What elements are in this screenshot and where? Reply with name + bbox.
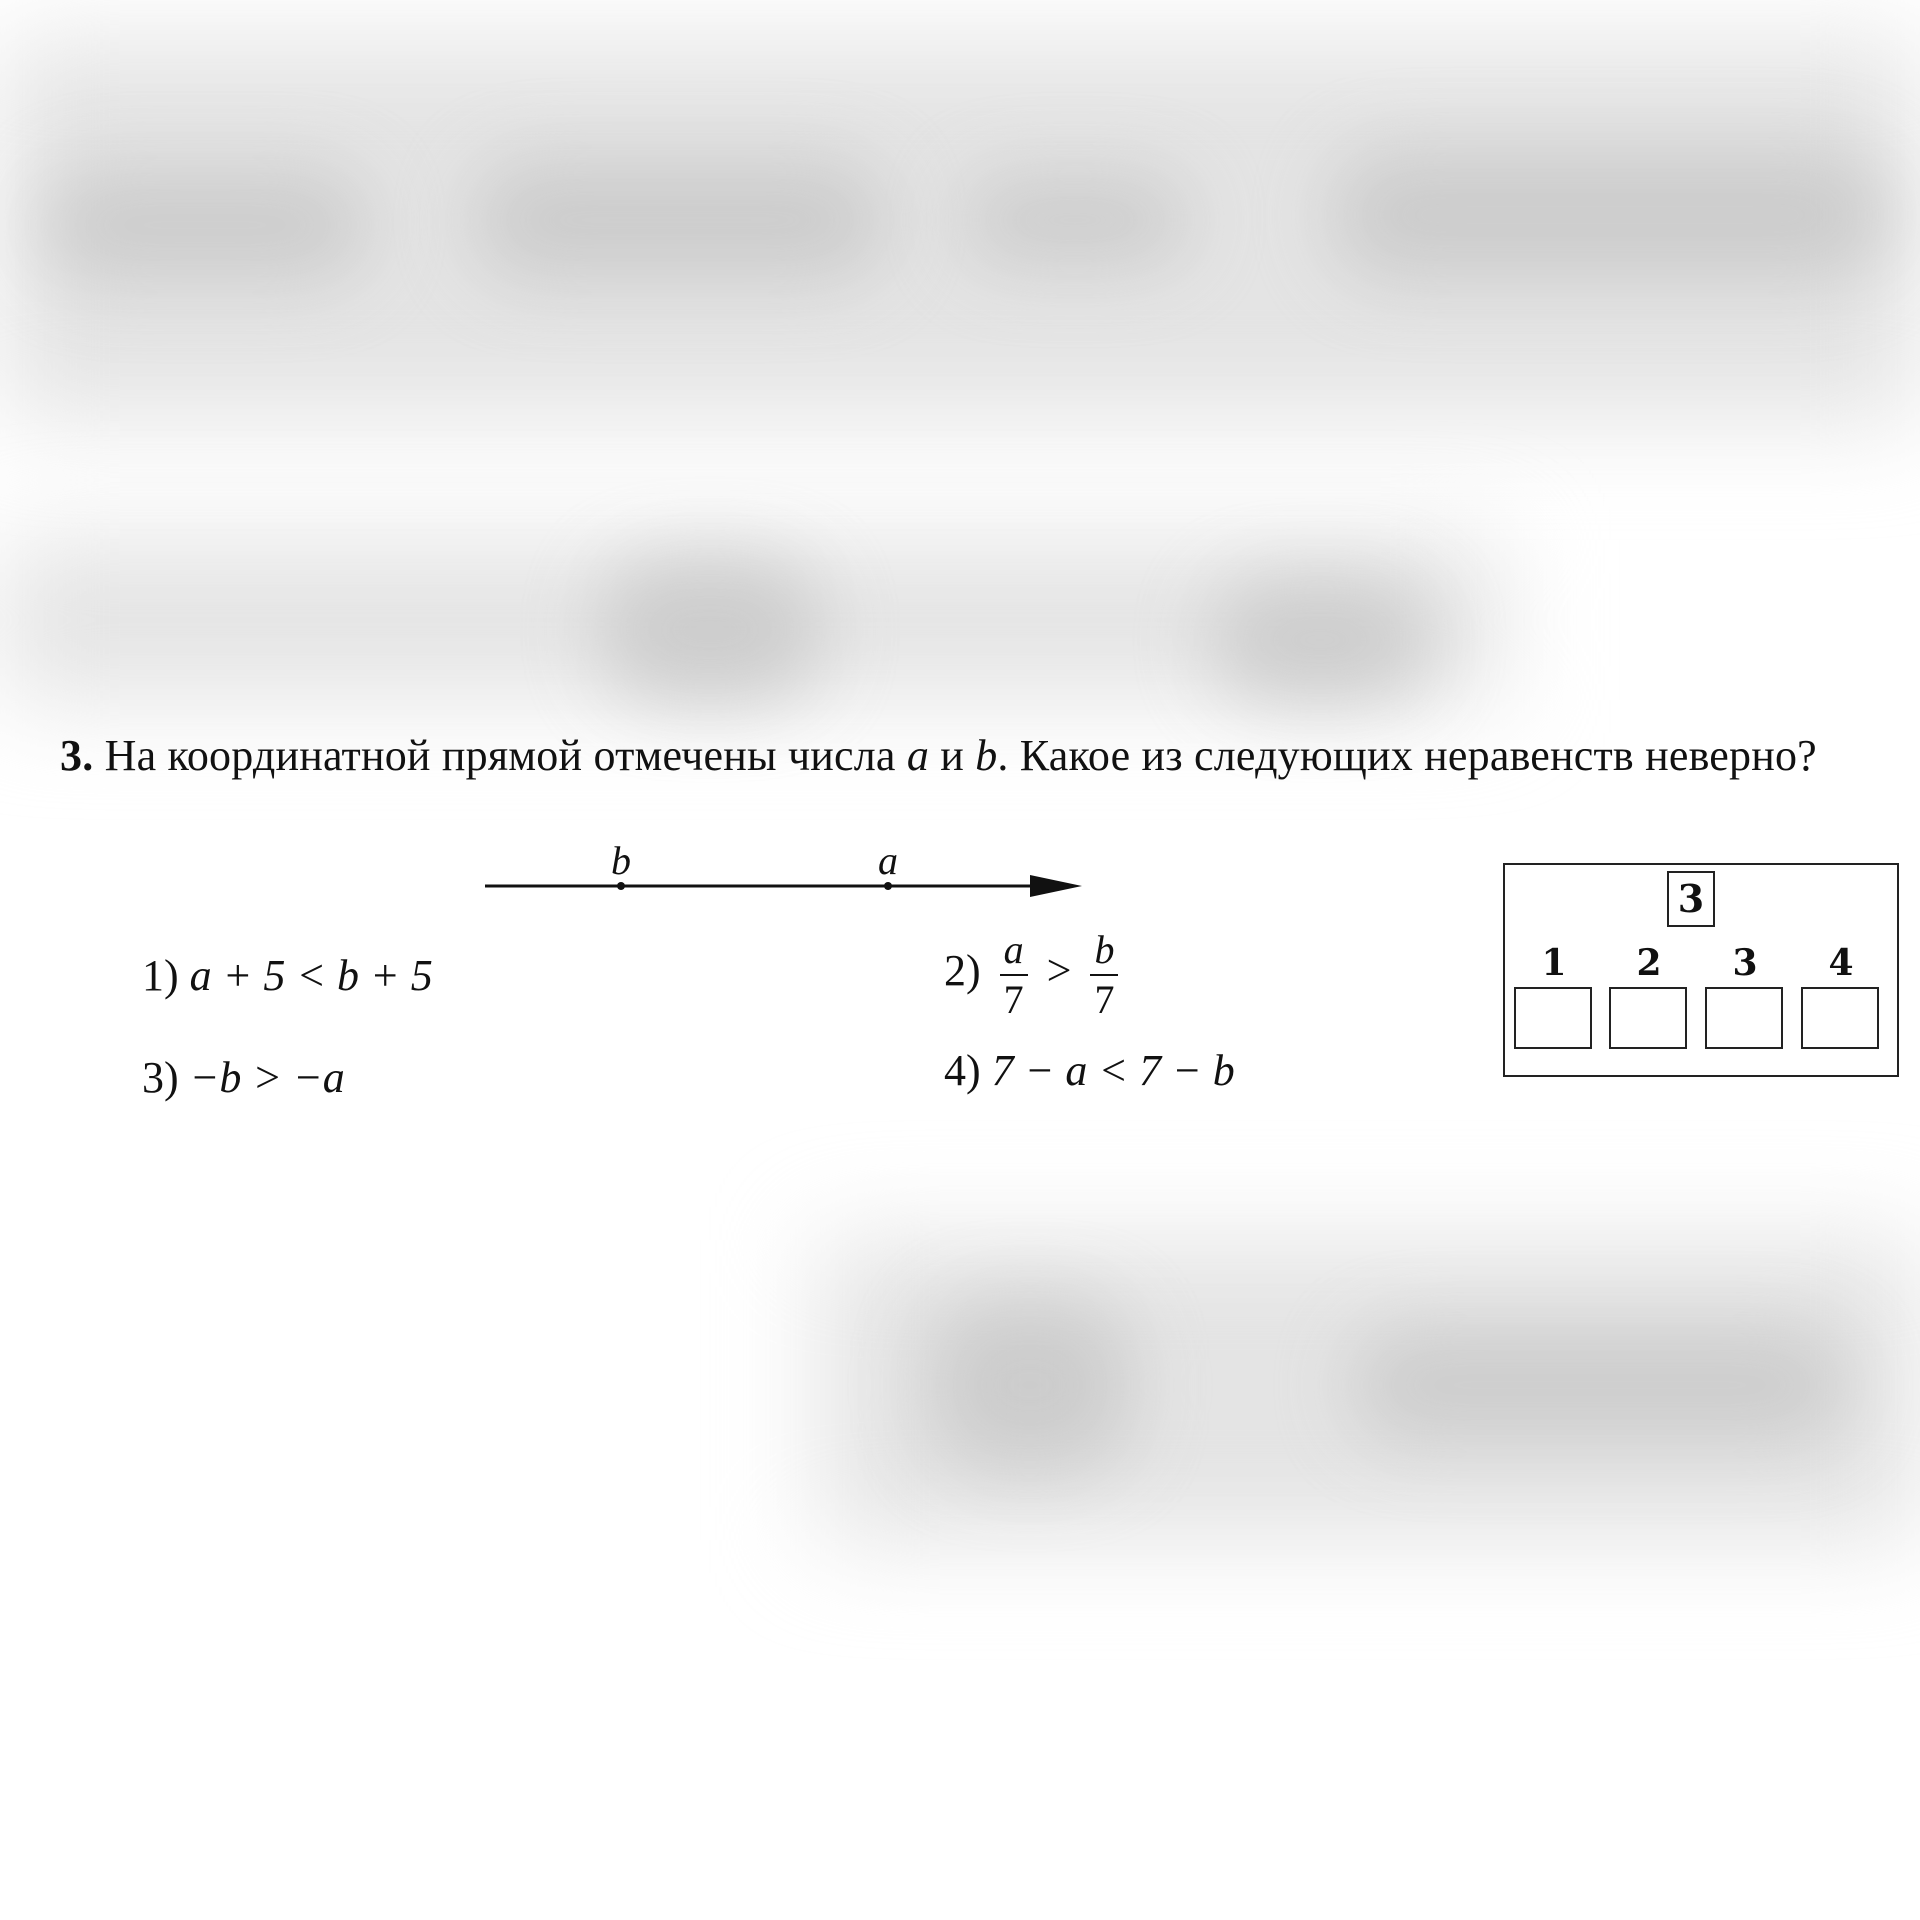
point-a-marker <box>884 882 892 890</box>
option-2-operator: > <box>1046 946 1072 996</box>
answer-cell-2-checkbox[interactable] <box>1609 987 1687 1049</box>
answer-cell-4-checkbox[interactable] <box>1801 987 1879 1049</box>
option-4 <box>944 1045 1235 1096</box>
option-1 <box>142 950 433 1001</box>
point-a-label: a <box>878 840 898 883</box>
option-2-denominator-right: 7 <box>1094 977 1115 1022</box>
problem-text-before: На координатной прямой отмечены числа <box>104 731 896 780</box>
answer-cell-4-label: 4 <box>1828 942 1854 984</box>
blurred-blob-4 <box>1350 1330 1850 1440</box>
answer-cell-3-label: 3 <box>1732 942 1758 984</box>
number-line <box>470 840 1090 920</box>
option-2 <box>944 927 1126 1022</box>
option-3-expr: −b > −a <box>189 1053 345 1102</box>
answer-cell-1-label: 1 <box>1541 942 1567 984</box>
blurred-blob-3 <box>930 1300 1130 1470</box>
option-2-index: 2) <box>944 946 981 996</box>
option-4-expr: 7 − a < 7 − b <box>991 1046 1235 1095</box>
point-b-marker <box>617 882 625 890</box>
problem-statement <box>60 730 1900 781</box>
option-2-numerator-left: a <box>1000 930 1028 976</box>
blurred-text-line-3 <box>960 175 1190 265</box>
answer-cell-1[interactable] <box>1514 943 1594 1049</box>
option-1-expr: a + 5 < b + 5 <box>189 951 433 1000</box>
option-3-index: 3) <box>142 1053 179 1102</box>
problem-text-after: . Какое из следующих неравенств неверно? <box>997 731 1817 780</box>
option-1-index: 1) <box>142 951 179 1000</box>
option-2-fraction-right <box>1090 927 1118 1022</box>
option-2-numerator-right: b <box>1090 930 1118 976</box>
blurred-text-line-1 <box>40 170 370 280</box>
blurred-blob-1 <box>600 560 820 700</box>
blurred-blob-2 <box>1210 580 1430 700</box>
point-b-label: b <box>611 840 631 883</box>
blurred-text-line-2 <box>470 160 890 280</box>
answer-cell-2-label: 2 <box>1636 942 1662 984</box>
problem-var-a: a <box>906 731 930 780</box>
answer-cell-2[interactable] <box>1609 943 1689 1049</box>
option-2-denominator-left: 7 <box>1003 977 1024 1022</box>
answer-cell-3[interactable] <box>1705 943 1785 1049</box>
option-3 <box>142 1052 345 1103</box>
answer-cell-1-checkbox[interactable] <box>1514 987 1592 1049</box>
problem-number: 3. <box>60 731 94 780</box>
answer-cell-3-checkbox[interactable] <box>1705 987 1783 1049</box>
answer-box <box>1503 863 1899 1077</box>
problem-conj: и <box>940 731 964 780</box>
answer-cell-4[interactable] <box>1801 943 1881 1049</box>
answer-box-task-id: 3 <box>1667 871 1715 927</box>
option-4-index: 4) <box>944 1046 981 1095</box>
problem-var-b: b <box>975 731 998 780</box>
number-line-arrow-icon <box>1030 875 1082 897</box>
option-2-fraction-left <box>1000 927 1028 1022</box>
blurred-text-line-4 <box>1330 150 1890 280</box>
